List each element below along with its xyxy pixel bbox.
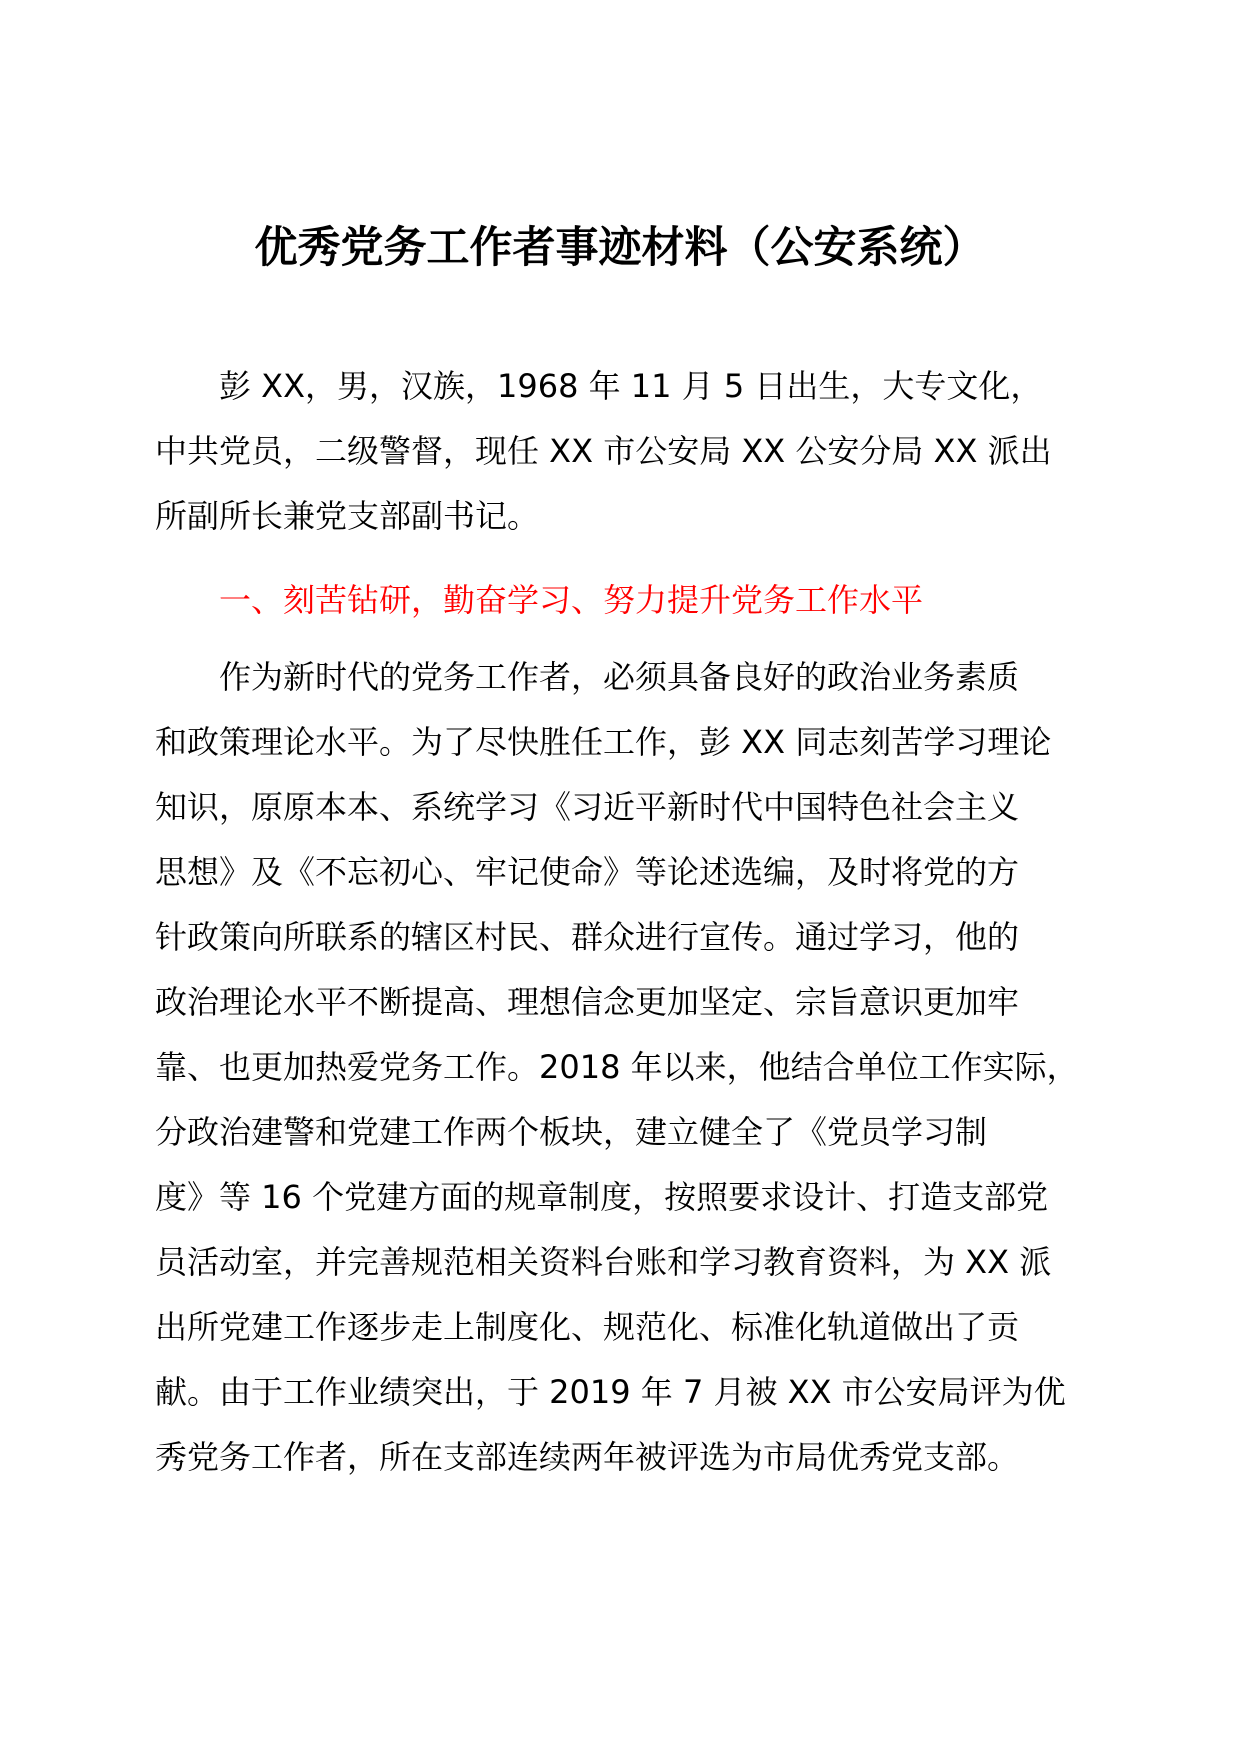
paragraph-line: 度》等 16 个党建方面的规章制度，按照要求设计、打造支部党	[155, 1178, 1049, 1216]
paragraph-line: 思想》及《不忘初心、牢记使命》等论述选编，及时将党的方	[155, 853, 1020, 891]
paragraph-line: 靠、也更加热爱党务工作。2018 年以来，他结合单位工作实际，	[155, 1048, 1079, 1086]
paragraph-line: 中共党员，二级警督，现任 XX 市公安局 XX 公安分局 XX 派出	[155, 432, 1052, 470]
paragraph-line: 针政策向所联系的辖区村民、群众进行宣传。通过学习，他的	[155, 918, 1020, 956]
paragraph-line: 所副所长兼党支部副书记。	[155, 497, 540, 535]
paragraph-line: 政治理论水平不断提高、理想信念更加坚定、宗旨意识更加牢	[155, 983, 1020, 1021]
paragraph-line: 员活动室，并完善规范相关资料台账和学习教育资料，为 XX 派	[155, 1243, 1052, 1281]
body-paragraph	[155, 645, 1115, 1490]
paragraph-line: 和政策理论水平。为了尽快胜任工作，彭 XX 同志刻苦学习理论	[155, 723, 1052, 761]
document-title: 优秀党务工作者事迹材料（公安系统）	[254, 223, 986, 273]
paragraph-line: 彭 XX，男，汉族，1968 年 11 月 5 日出生，大专文化，	[219, 367, 1043, 405]
section-heading: 一、刻苦钻研，勤奋学习、努力提升党务工作水平	[219, 581, 924, 619]
paragraph-line: 献。由于工作业绩突出，于 2019 年 7 月被 XX 市公安局评为优	[155, 1373, 1066, 1411]
paragraph-line: 出所党建工作逐步走上制度化、规范化、标准化轨道做出了贡	[155, 1308, 1020, 1346]
paragraph-line: 分政治建警和党建工作两个板块，建立健全了《党员学习制	[155, 1113, 988, 1151]
paragraph-line: 秀党务工作者，所在支部连续两年被评选为市局优秀党支部。	[155, 1438, 1020, 1476]
intro-paragraph	[155, 354, 1115, 549]
paragraph-line: 作为新时代的党务工作者，必须具备良好的政治业务素质	[219, 658, 1020, 696]
paragraph-line: 知识，原原本本、系统学习《习近平新时代中国特色社会主义	[155, 788, 1020, 826]
